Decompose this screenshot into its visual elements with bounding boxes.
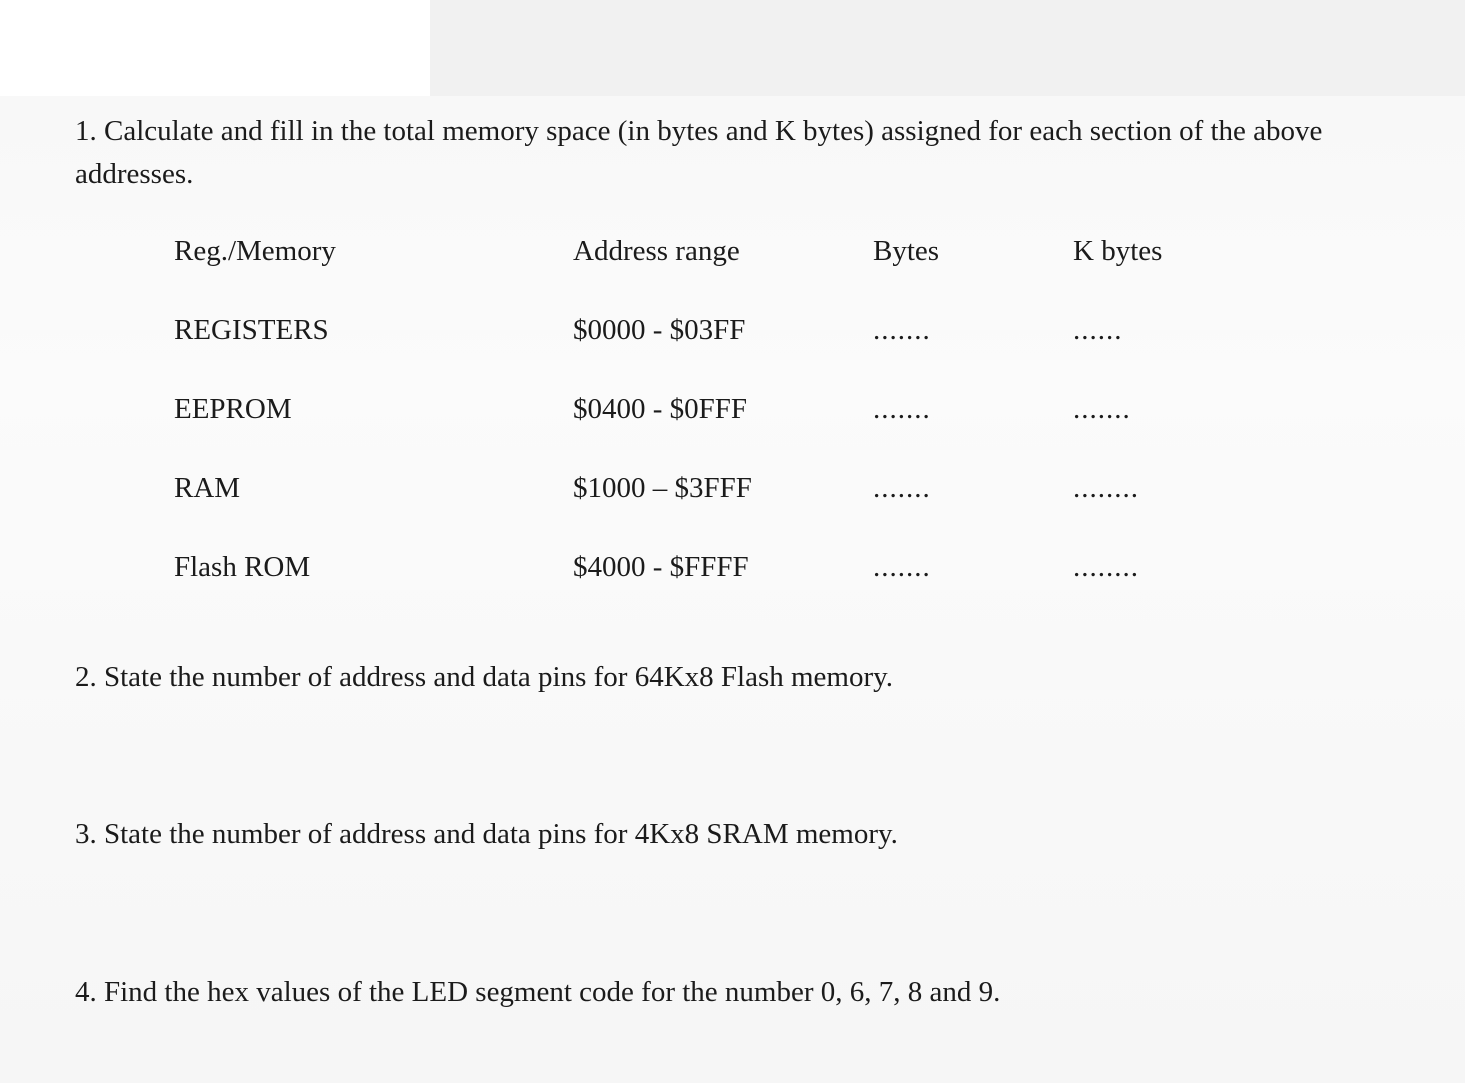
row-registers-address: $0000 - $03FF [573,314,746,346]
row-eeprom-kbytes-blank: ....... [1073,393,1131,425]
row-ram-name: RAM [174,472,241,504]
question-1: 1. Calculate and fill in the total memory space (in bytes and K bytes) assigned for each section of the above addresses. [75,115,1323,190]
row-ram-bytes-blank: ....... [873,472,931,504]
row-registers-bytes-blank: ....... [873,314,931,346]
header-reg-memory: Reg./Memory [174,235,336,267]
question-3: 3. State the number of address and data pins for 4Kx8 SRAM memory. [75,818,898,850]
row-ram-address: $1000 – $3FFF [573,472,752,504]
row-flash-rom-name: Flash ROM [174,551,311,583]
header-address-range: Address range [573,235,740,267]
row-flash-rom-bytes-blank: ....... [873,551,931,583]
row-eeprom-name: EEPROM [174,393,292,425]
row-eeprom-bytes-blank: ....... [873,393,931,425]
row-flash-rom-address: $4000 - $FFFF [573,551,749,583]
scan-white-patch [0,0,430,96]
row-registers-kbytes-blank: ...... [1073,314,1123,346]
row-eeprom-address: $0400 - $0FFF [573,393,748,425]
row-registers-name: REGISTERS [174,314,329,346]
question-4: 4. Find the hex values of the LED segment code for the number 0, 6, 7, 8 and 9. [75,976,1001,1008]
row-flash-rom-kbytes-blank: ........ [1073,551,1139,583]
header-bytes: Bytes [873,235,940,267]
question-2: 2. State the number of address and data pins for 64Kx8 Flash memory. [75,661,894,693]
row-ram-kbytes-blank: ........ [1073,472,1139,504]
header-k-bytes: K bytes [1073,235,1163,267]
